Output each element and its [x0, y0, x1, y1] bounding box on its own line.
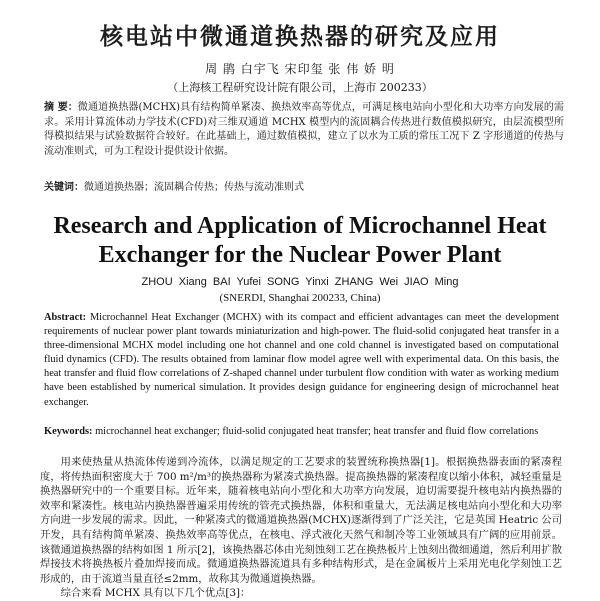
english-affiliation: (SNERDI, Shanghai 200233, China) [219, 292, 381, 304]
body-paragraph-2: 综合来看 MCHX 具有以下几个优点[3]： [60, 587, 251, 600]
body-paragraph-1: 用来使热量从热流体传递到冷流体，以满足规定的工艺要求的装置统称换热器[1]。根据换热器表面的紧凑程度，将传热面积密度大于 700 m²/m³的换热器称为紧凑式换热器。提高换热器的紧凑程度以缩小体积，减轻重量是换热器研究中的一个重要目标。近年来，随着核电站向小型化和大功率方向发展，迫切需要提升核电站内换热器的效率和紧凑性。核电站内换热器普遍采用传统的管壳式换热器，体积和重量大，无法满足核电站向小型化和大功率方向进一步发展的需求。因此，一种紧凑式的微通道换热器(MCHX)逐渐得到了广泛关注，它是英国 Heatric 公司开发，具有结构简单紧凑、换热效率高等优点，在核电、浮式液化天然气和制冷等工业领域具有广阔的应用前景。该微通道换热器的结构如图 1 所示[2]，该换热器芯体由光刻蚀刻工艺在换热板片上蚀刻出微细通道，然后利用扩散焊接技术将换热板片叠加焊接而成。微通道换热器流道具有多种结构形式，是在金属板片上采用光电化学刻蚀工艺形成的，由于流道当量直径≤2mm，故称其为微通道换热器。 [40, 456, 562, 585]
chinese-affiliation: （上海核工程研究设计院有限公司，上海市 200233） [167, 81, 433, 94]
english-keywords [44, 425, 559, 439]
chinese-keywords-label: 关键词： [44, 182, 84, 193]
body-text [40, 455, 562, 601]
chinese-abstract-label: 摘 要： [44, 102, 78, 113]
chinese-abstract [44, 101, 564, 159]
english-title [0, 212, 600, 270]
english-keywords-text: microchannel heat exchanger; fluid-solid conjugated heat transfer; heat transfer and fluid flow correlations [95, 426, 539, 437]
english-keywords-label: Keywords: [44, 426, 93, 437]
chinese-keywords [44, 178, 564, 193]
chinese-authors: 周 鹃 白宇飞 宋印玺 张 伟 娇 明 [205, 62, 395, 76]
chinese-keywords-text: 微通道换热器；流固耦合传热；传热与流动准则式 [84, 182, 304, 193]
chinese-abstract-text: 微通道换热器(MCHX)具有结构简单紧凑、换热效率高等优点，可满足核电站向小型化和大功率方向发展的需求。采用计算流体动力学技术(CFD)对三维双通道 MCHX 模型内的流固耦合传热进行数值模拟研究，由层流模型所得模拟结果与试验数据符合较好。在此基础上，通过数值模拟，建立了以水为工质的常压工况下 Z 字形通道的传热与流动准则式，可为工程设计提供设计依据。 [44, 102, 564, 157]
english-title-line-1: Research and Application of Microchannel Heat [53, 213, 547, 239]
english-abstract-text: Microchannel Heat Exchanger (MCHX) with its compact and efficient advantages can meet the development requirements of nuclear power plant towards miniaturization and high-power. The fluid-solid conjugated heat transfer in a three-dimensional MCHX model including one hot channel and one cold channel is investigated based on computational fluid dynamics (CFD). The results obtained from laminar flow model agree well with experimental data. On this basis, the heat transfer and fluid flow correlations of Z-shaped channel under turbulent flow condition with water as working medium have been established by numerical simulation. It provides design guidance for engineering design of microchannel heat exchanger. [44, 312, 559, 408]
english-abstract [44, 311, 559, 410]
english-abstract-label: Abstract: [44, 312, 87, 323]
english-title-line-2: Exchanger for the Nuclear Power Plant [98, 242, 502, 268]
english-authors: ZHOU Xiang BAI Yufei SONG Yinxi ZHANG Wei JIAO Ming [141, 276, 459, 288]
chinese-title: 核电站中微通道换热器的研究及应用 [100, 23, 500, 50]
